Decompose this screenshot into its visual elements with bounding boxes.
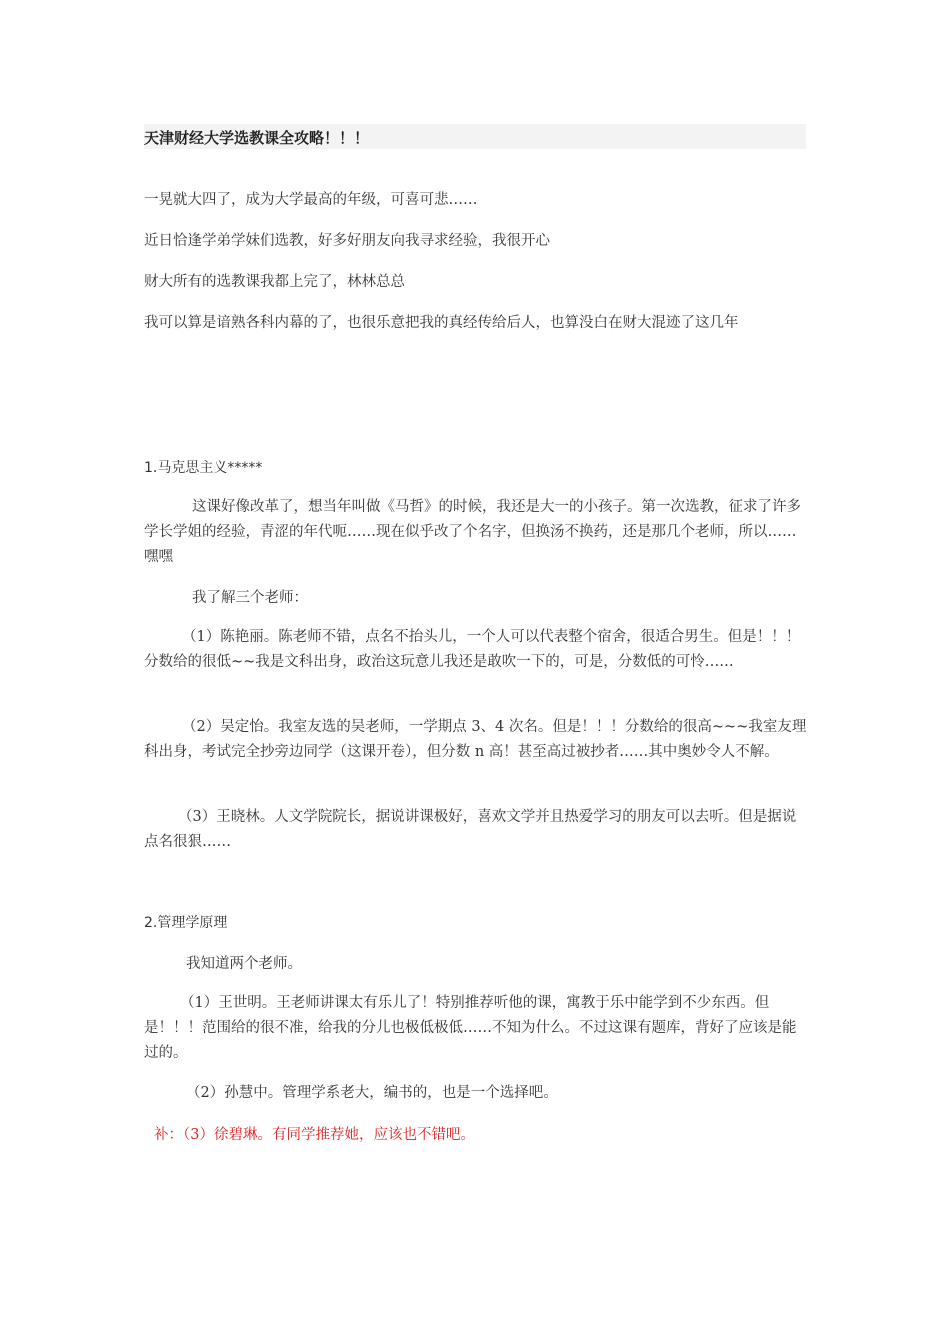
- section1-paragraph-2: 我了解三个老师：: [192, 590, 308, 606]
- section1-teacher-1: （1）陈艳丽。陈老师不错，点名不抬头儿，一个人可以代表整个宿舍，很适合男生。但是！！！分数给的很低~~我是文科出身，政治这玩意儿我还是敢吹一下的，可是，分数低的可怜……: [144, 629, 801, 670]
- section1-paragraph-1: 这课好像改革了，想当年叫做《马哲》的时候，我还是大一的小孩子。第一次选教，征求了许多学长学姐的经验，青涩的年代呃……现在似乎改了个名字，但换汤不换药，还是那几个老师，所以……嘿嘿: [144, 499, 801, 565]
- intro-line-2: 近日恰逢学弟学妹们选教，好多好朋友向我寻求经验，我很开心: [144, 233, 550, 249]
- section-heading-management: 2.管理学原理: [144, 915, 228, 931]
- section1-teacher-3: （3）王晓林。人文学院院长，据说讲课极好，喜欢文学并且热爱学习的朋友可以去听。但是据说点名很狠……: [144, 809, 797, 850]
- section-heading-marxism: 1.马克思主义*****: [144, 460, 263, 476]
- section2-supplement: 补：（3）徐碧琳。有同学推荐她，应该也不错吧。: [154, 1127, 475, 1143]
- section2-teacher-1: （1）王世明。王老师讲课太有乐儿了！特别推荐听他的课，寓教于乐中能学到不少东西。但是！！！范围给的很不准，给我的分儿也极低极低……不知为什么。不过这课有题库，背好了应该是能过的。: [144, 995, 797, 1061]
- intro-line-3: 财大所有的选教课我都上完了，林林总总: [144, 274, 405, 290]
- section2-paragraph-1: 我知道两个老师。: [186, 956, 302, 972]
- document-title: 天津财经大学选教课全攻略！！！: [144, 129, 370, 147]
- intro-line-4: 我可以算是谙熟各科内幕的了，也很乐意把我的真经传给后人，也算没白在财大混迹了这几年: [144, 315, 739, 331]
- section1-teacher-2: （2）吴定怡。我室友选的吴老师，一学期点 3、4 次名。但是！！！分数给的很高~~~我室友理科出身，考试完全抄旁边同学（这课开卷），但分数 n 高！甚至高过被抄者……其中奥妙令人不解。: [144, 719, 807, 760]
- intro-line-1: 一晃就大四了，成为大学最高的年级，可喜可悲……: [144, 192, 478, 208]
- section2-teacher-2: （2）孙慧中。管理学系老大，编书的，也是一个选择吧。: [186, 1085, 558, 1101]
